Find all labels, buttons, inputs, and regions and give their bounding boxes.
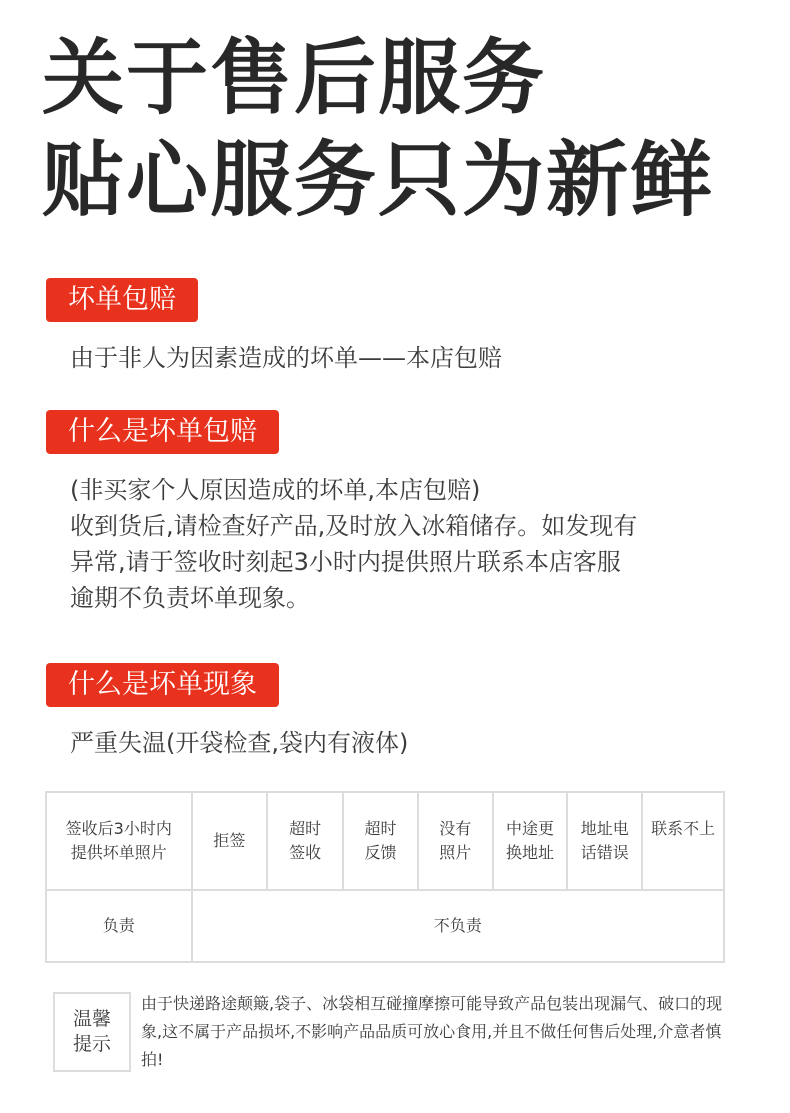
headline-line-1: 关于售后服务 bbox=[42, 31, 547, 126]
headline-line-2: 贴心服务只为新鲜 bbox=[42, 133, 715, 228]
section-badge-bad-order-compensation: 坏单包赔 bbox=[46, 278, 198, 322]
tip-label-box bbox=[53, 992, 131, 1072]
section-2-line: (非买家个人原因造成的坏单,本店包赔) bbox=[70, 476, 481, 504]
table-header-cell bbox=[192, 792, 268, 890]
cell-line: 签收后3小时内 bbox=[65, 819, 172, 838]
tip-label-line: 提示 bbox=[72, 1033, 111, 1055]
cell-line: 照片 bbox=[439, 843, 472, 862]
table-cell-not-responsible: 不负责 bbox=[192, 890, 725, 962]
table-row bbox=[46, 890, 724, 962]
table-header-row bbox=[46, 792, 724, 890]
tip-text: 由于快递路途颠簸,袋子、冰袋相互碰撞摩擦可能导致产品包装出现漏气、破口的现象,这不属于产品损坏,不影响产品品质可放心食用,并且不做任何售后处理,介意者慎拍! bbox=[141, 994, 723, 1069]
table-header-cell bbox=[267, 792, 343, 890]
section-1-text bbox=[70, 340, 502, 376]
section-badge-what-is-bad-order: 什么是坏单现象 bbox=[46, 663, 279, 707]
section-2-line: 异常,请于签收时刻起3小时内提供照片联系本店客服 bbox=[70, 548, 621, 576]
table-header-cell bbox=[418, 792, 493, 890]
cell-line: 拒签 bbox=[213, 831, 246, 850]
cell-line: 没有 bbox=[439, 819, 472, 838]
table-header-cell bbox=[343, 792, 418, 890]
table-header-cell bbox=[642, 792, 724, 890]
section-2-text bbox=[70, 472, 637, 616]
table-header-cell bbox=[493, 792, 568, 890]
cell-line: 中途更 bbox=[506, 819, 555, 838]
section-badge-what-is-compensation: 什么是坏单包赔 bbox=[46, 410, 279, 454]
cell-line: 超时 bbox=[289, 819, 322, 838]
cell-line: 联系不上 bbox=[651, 819, 716, 838]
section-1-line: 由于非人为因素造成的坏单——本店包赔 bbox=[70, 344, 502, 372]
tip-label bbox=[73, 1007, 111, 1057]
cell-line: 地址电 bbox=[580, 819, 629, 838]
section-3-line: 严重失温(开袋检查,袋内有液体) bbox=[70, 729, 409, 757]
table-header-cell bbox=[46, 792, 192, 890]
cell-line: 话错误 bbox=[580, 843, 629, 862]
section-3-text bbox=[70, 725, 408, 761]
cell-line: 提供坏单照片 bbox=[70, 843, 167, 862]
cell-line: 超时 bbox=[364, 819, 397, 838]
section-2-line: 逾期不负责坏单现象。 bbox=[70, 584, 310, 612]
cell-line: 反馈 bbox=[364, 843, 397, 862]
section-2-line: 收到货后,请检查好产品,及时放入冰箱储存。如发现有 bbox=[70, 512, 638, 540]
table-cell-responsible: 负责 bbox=[46, 890, 192, 962]
responsibility-table bbox=[45, 791, 725, 963]
cell-line: 换地址 bbox=[506, 843, 555, 862]
table-header-cell bbox=[567, 792, 642, 890]
tip-label-line: 温馨 bbox=[72, 1008, 111, 1030]
cell-line: 签收 bbox=[289, 843, 322, 862]
